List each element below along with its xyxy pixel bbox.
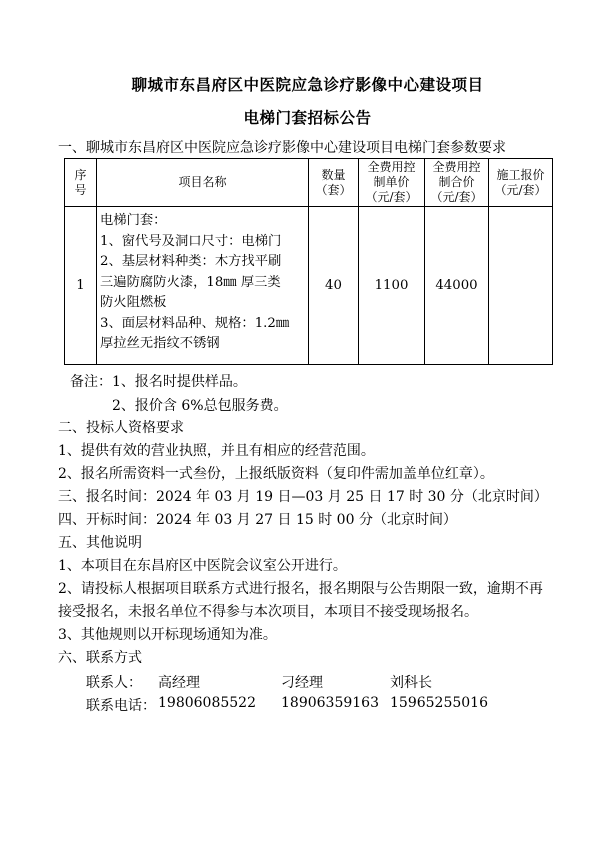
section5-heading: 五、其他说明 xyxy=(58,535,142,551)
section6-heading: 六、联系方式 xyxy=(58,650,142,666)
name-line: 防火阻燃板 xyxy=(100,295,167,310)
name-line: 3、面层材料品种、规格：1.2㎜ xyxy=(100,315,290,331)
contact-label: 联系人： xyxy=(86,675,142,691)
contact-phone-row xyxy=(0,695,615,715)
section5-item1: 1、本项目在东昌府区中医院会议室公开进行。 xyxy=(58,558,347,574)
name-line: 1、窗代号及洞口尺寸：电梯门 xyxy=(100,233,282,249)
header-name: 项目名称 xyxy=(97,159,309,207)
cell-bid-price[interactable] xyxy=(489,207,553,365)
header-seq: 序 号 xyxy=(65,159,97,207)
note-2: 2、报价含 6%总包服务费。 xyxy=(112,398,288,414)
header-total-price: 全费用控 制合价 （元/套） xyxy=(425,159,489,207)
document-title: 聊城市东昌府区中医院应急诊疗影像中心建设项目 xyxy=(131,76,484,94)
cell-name xyxy=(97,207,309,365)
cell-seq: 1 xyxy=(65,207,97,365)
contact-name-row xyxy=(0,672,615,692)
phone-label: 联系电话： xyxy=(86,698,156,714)
header-unit-price: 全费用控 制单价 （元/套） xyxy=(359,159,425,207)
cell-total-price: 44000 xyxy=(425,207,489,365)
table-row xyxy=(65,207,553,365)
name-line: 厚拉丝无指纹不锈钢 xyxy=(100,336,220,351)
cell-unit-price: 1100 xyxy=(359,207,425,365)
document-subtitle: 电梯门套招标公告 xyxy=(243,109,372,127)
contact-name: 刁经理 xyxy=(281,675,323,691)
section4-opening-time: 四、开标时间：2024 年 03 月 27 日 15 时 00 分（北京时间） xyxy=(58,512,457,528)
note-1: 备注：1、报名时提供样品。 xyxy=(70,374,247,390)
table-header-row xyxy=(65,159,553,207)
section2-heading: 二、投标人资格要求 xyxy=(58,420,184,436)
contact-phone[interactable]: 19806085522 xyxy=(158,695,256,711)
contact-phone[interactable]: 15965255016 xyxy=(390,695,488,711)
name-line: 电梯门套： xyxy=(100,213,167,228)
section5-item3: 3、其他规则以开标现场通知为准。 xyxy=(58,627,277,643)
section5-item2a: 2、请投标人根据项目联系方式进行报名，报名期限与公告期限一致，逾期不再 xyxy=(58,581,543,597)
header-bid-price: 施工报价 （元/套） xyxy=(489,159,553,207)
name-line: 三遍防腐防火漆，18㎜ 厚三类 xyxy=(100,274,281,290)
contact-name: 刘科长 xyxy=(390,675,432,691)
section5-item2b: 接受报名，未报名单位不得参与本次项目，本项目不接受现场报名。 xyxy=(58,604,478,620)
name-line: 2、基层材料种类：木方找平刷 xyxy=(100,254,282,269)
contact-name: 高经理 xyxy=(158,675,200,691)
section1-heading: 一、聊城市东昌府区中医院应急诊疗影像中心建设项目电梯门套参数要求 xyxy=(58,140,506,156)
contact-phone[interactable]: 18906359163 xyxy=(281,695,379,711)
section2-item1: 1、提供有效的营业执照，并且有相应的经营范围。 xyxy=(58,443,375,459)
section3-registration-time: 三、报名时间：2024 年 03 月 19 日—03 月 25 日 17 时 30 分（北京时间） xyxy=(58,489,548,505)
cell-qty: 40 xyxy=(309,207,359,365)
section2-item2: 2、报名所需资料一式叁份，上报纸版资料（复印件需加盖单位红章）。 xyxy=(58,466,494,482)
header-qty: 数量 （套） xyxy=(309,159,359,207)
spec-table xyxy=(64,158,553,365)
